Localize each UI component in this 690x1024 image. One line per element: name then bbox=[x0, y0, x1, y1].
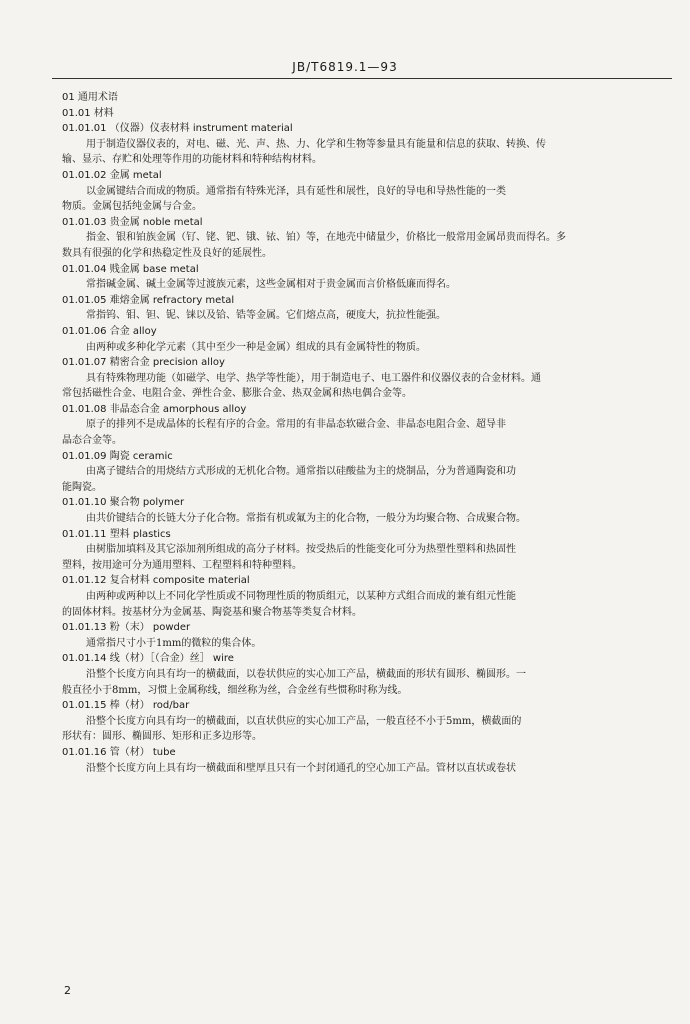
definition-line: 常指碱金属、碱土金属等过渡族元素，这些金属相对于贵金属而言价格低廉而得名。 bbox=[86, 279, 456, 291]
definition-line: 沿整个长度方向具有均一的横截面，以卷状供应的实心加工产品，横截面的形状有圆形、椭圆形。一 bbox=[86, 668, 526, 680]
term-heading: 01.01.06 合金 alloy bbox=[62, 325, 157, 337]
page-number: 2 bbox=[64, 984, 71, 997]
term-heading: 01.01.02 金属 metal bbox=[62, 169, 162, 181]
term-heading: 01.01.13 粉（末） powder bbox=[62, 622, 191, 634]
definition-line: 常包括磁性合金、电阻合金、弹性合金、膨胀合金、热双金属和热电偶合金等。 bbox=[62, 388, 412, 400]
definition-line: 塑料，按用途可分为通用塑料、工程塑料和特种塑料。 bbox=[62, 559, 302, 571]
definition-line: 由树脂加填料及其它添加剂所组成的高分子材料。按受热后的性能变化可分为热塑性塑料和热固性 bbox=[86, 544, 516, 556]
standard-header: JB/T6819.1—93 bbox=[292, 60, 398, 74]
term-heading: 01.01 材料 bbox=[62, 107, 114, 119]
definition-line: 物质。金属包括纯金属与合金。 bbox=[62, 201, 202, 213]
term-heading: 01.01.15 棒（材） rod/bar bbox=[62, 700, 190, 712]
term-heading: 01.01.05 难熔金属 refractory metal bbox=[62, 294, 235, 306]
definition-line: 原子的排列不是成晶体的长程有序的合金。常用的有非晶态软磁合金、非晶态电阻合金、超导非 bbox=[86, 419, 506, 431]
term-heading: 01.01.07 精密合金 precision alloy bbox=[62, 357, 225, 369]
definition-line: 指金、银和铂族金属（钌、铑、钯、锇、铱、铂）等，在地壳中储量少，价格比一般常用金属昂贵而得名。多 bbox=[86, 232, 566, 244]
definition-line: 通常指尺寸小于1mm的微粒的集合体。 bbox=[86, 637, 262, 649]
definition-line: 能陶瓷。 bbox=[62, 481, 102, 493]
definition-line: 由两种或两种以上不同化学性质或不同物理性质的物质组元，以某种方式组合而成的兼有组元性能 bbox=[86, 591, 516, 602]
definition-line: 具有特殊物理功能（如磁学、电学、热学等性能），用于制造电子、电工器件和仪器仪表的合金材料。通 bbox=[86, 372, 541, 384]
term-heading: 01.01.10 聚合物 polymer bbox=[62, 497, 185, 509]
definition-line: 常指钨、钼、钽、铌、铼以及铪、锆等金属。它们熔点高，硬度大，抗拉性能强。 bbox=[86, 310, 446, 322]
term-heading: 01.01.08 非晶态合金 amorphous alloy bbox=[62, 403, 247, 415]
definition-line: 的固体材料。按基材分为金属基、陶瓷基和聚合物基等类复合材料。 bbox=[62, 606, 362, 618]
term-heading: 01.01.03 贵金属 noble metal bbox=[62, 216, 203, 228]
definition-line: 沿整个长度方向具有均一的横截面，以直状供应的实心加工产品，一般直径不小于5mm，横截面的 bbox=[86, 715, 522, 727]
term-heading: 01.01.12 复合材料 composite material bbox=[62, 575, 250, 587]
term-heading: 01.01.09 陶瓷 ceramic bbox=[62, 450, 173, 462]
definition-line: 由共价键结合的长链大分子化合物。常指有机或氟为主的化合物，一般分为均聚合物、合成聚合物。 bbox=[86, 513, 526, 525]
term-heading: 01.01.11 塑料 plastics bbox=[62, 528, 171, 540]
definition-line: 用于制造仪器仪表的，对电、磁、光、声、热、力、化学和生物等参量具有能量和信息的获取、转换、传 bbox=[86, 138, 546, 150]
document-body bbox=[62, 90, 662, 776]
term-heading: 01.01.16 管（材） tube bbox=[62, 746, 176, 758]
definition-line: 以金属键结合而成的物质。通常指有特殊光泽，具有延性和展性，良好的导电和导热性能的一类 bbox=[86, 185, 506, 197]
term-heading: 01.01.04 贱金属 base metal bbox=[62, 263, 199, 275]
definition-line: 晶态合金等。 bbox=[62, 435, 122, 447]
header-rule bbox=[52, 78, 672, 79]
definition-line: 输、显示、存贮和处理等作用的功能材料和特种结构材料。 bbox=[62, 154, 322, 166]
term-heading: 01.01.14 线（材）［（合金）丝］ wire bbox=[62, 653, 234, 665]
definition-line: 由两种或多种化学元素（其中至少一种是金属）组成的具有金属特性的物质。 bbox=[86, 341, 426, 353]
definition-line: 数具有很强的化学和热稳定性及良好的延展性。 bbox=[62, 247, 272, 259]
term-heading: 01.01.01 （仪器）仪表材料 instrument material bbox=[62, 123, 293, 135]
definition-line: 形状有：圆形、椭圆形、矩形和正多边形等。 bbox=[62, 731, 262, 743]
definition-line: 由离子键结合的用烧结方式形成的无机化合物。通常指以硅酸盐为主的烧制品，分为普通陶瓷和功 bbox=[86, 466, 516, 478]
term-heading: 01 通用术语 bbox=[62, 92, 118, 103]
definition-line: 沿整个长度方向上具有均一横截面和壁厚且只有一个封闭通孔的空心加工产品。管材以直状或卷状 bbox=[86, 762, 516, 774]
definition-line: 般直径小于8mm，习惯上金属称线，细丝称为丝，合金丝有些惯称时称为线。 bbox=[62, 684, 408, 696]
